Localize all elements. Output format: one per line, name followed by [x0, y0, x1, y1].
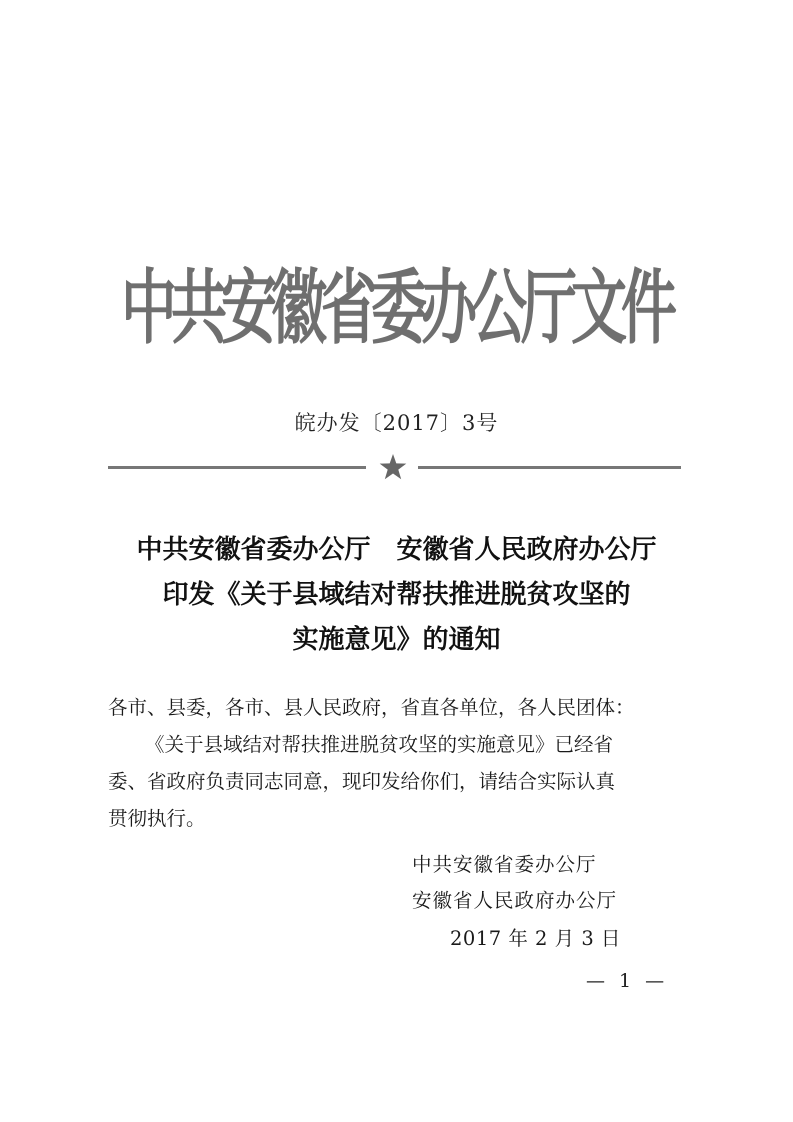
- document-header-title: 中共安徽省委办公厅文件: [121, 262, 671, 357]
- body-paragraph-line-3: 贯彻执行。: [108, 807, 206, 830]
- notice-title-line-2: 印发《关于县域结对帮扶推进脱贫攻坚的: [162, 580, 631, 610]
- divider-line-left: [108, 466, 366, 469]
- issuer-government-office: 安徽省人民政府办公厅: [412, 889, 618, 912]
- header-divider: [108, 454, 681, 480]
- body-paragraph-line-2: 委、省政府负责同志同意，现印发给你们，请结合实际认真: [108, 770, 616, 793]
- notice-title-line-1: 中共安徽省委办公厅 安徽省人民政府办公厅: [136, 535, 657, 565]
- page-number: — 1 —: [586, 970, 669, 992]
- body-paragraph-line-1: 《关于县域结对帮扶推进脱贫攻坚的实施意见》已经省: [145, 733, 614, 756]
- notice-title-line-3: 实施意见》的通知: [292, 625, 501, 655]
- star-icon: [379, 454, 407, 480]
- issuer-party-office: 中共安徽省委办公厅: [412, 853, 597, 876]
- issue-date: 2017 年 2 月 3 日: [450, 927, 621, 950]
- document-number: 皖办发〔2017〕3号: [294, 411, 499, 435]
- divider-line-right: [418, 466, 681, 469]
- salutation: 各市、县委，各市、县人民政府，省直各单位，各人民团体：: [108, 696, 635, 719]
